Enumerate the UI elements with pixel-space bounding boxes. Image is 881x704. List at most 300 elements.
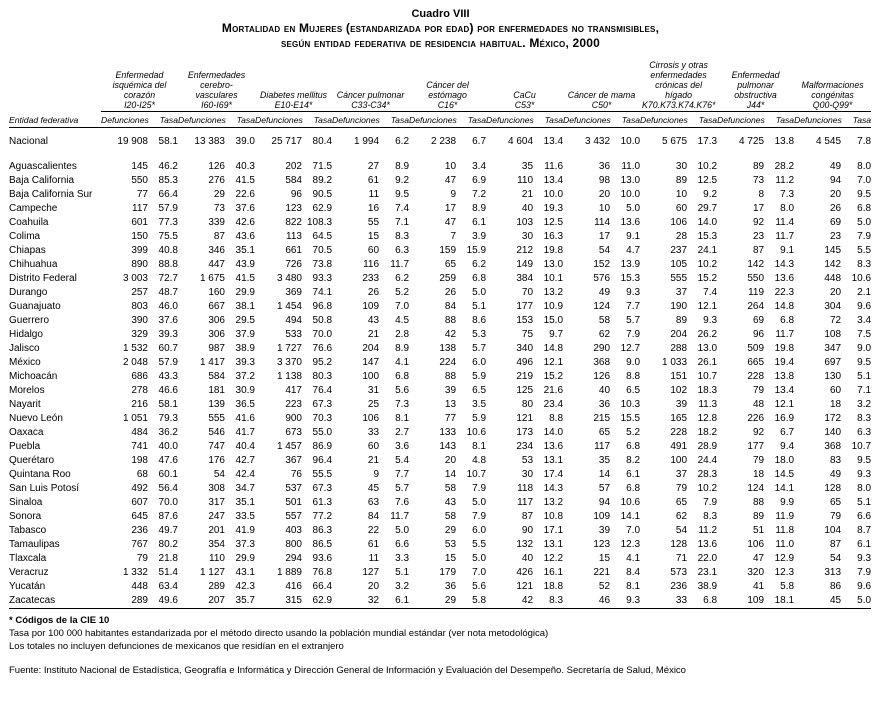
tasa-value: 11.6 [544, 161, 564, 172]
defunciones-value: 65 [598, 427, 611, 438]
defunciones-value: 17 [598, 231, 611, 242]
tasa-value: 41.5 [235, 175, 255, 186]
entity-name: Sonora [9, 511, 42, 522]
column-group-header [409, 60, 486, 112]
tasa-value: 6.8 [626, 441, 641, 452]
defunciones-value: 645 [131, 511, 148, 522]
table-row [9, 244, 871, 258]
tasa-value: 24.1 [697, 245, 718, 256]
tasa-value: 74.1 [312, 287, 333, 298]
tasa-value: 8.9 [395, 343, 410, 354]
defunciones-value: 747 [208, 441, 225, 452]
defunciones-value: 25 [367, 399, 380, 410]
tasa-value: 6.1 [472, 217, 487, 228]
defunciones-value: 77 [136, 189, 148, 200]
entity-name: Nacional [9, 136, 48, 147]
tasa-value: 26.2 [697, 329, 718, 340]
defunciones-value: 320 [747, 567, 765, 578]
tasa-value: 93.3 [312, 273, 333, 284]
column-group-icd-code: C33-C34* [351, 100, 390, 110]
column-group-icd-code: C16* [437, 100, 458, 110]
tasa-value: 12.3 [774, 567, 795, 578]
defunciones-header: Defunciones [794, 112, 841, 128]
defunciones-value: 13 383 [194, 136, 225, 147]
defunciones-value: 1 138 [276, 371, 302, 382]
defunciones-value: 390 [131, 315, 148, 326]
tasa-value: 10.0 [620, 189, 641, 200]
tasa-value: 67.3 [312, 483, 333, 494]
tasa-value: 18.0 [774, 455, 795, 466]
defunciones-value: 22 [367, 525, 380, 536]
tasa-value: 17.3 [697, 136, 718, 147]
tasa-value: 14.3 [774, 259, 795, 270]
tasa-value: 29.5 [235, 315, 255, 326]
entity-name: México [9, 357, 41, 368]
defunciones-value: 550 [131, 175, 148, 186]
tasa-value: 9.7 [549, 329, 564, 340]
defunciones-value: 216 [131, 399, 148, 410]
defunciones-value: 108 [824, 329, 842, 340]
tasa-value: 9.2 [395, 175, 410, 186]
tasa-value: 29.9 [235, 553, 255, 564]
defunciones-value: 36 [598, 161, 611, 172]
tasa-value: 5.0 [857, 217, 872, 228]
tasa-value: 30.9 [235, 385, 255, 396]
tasa-value: 11.0 [775, 539, 795, 550]
tasa-value: 37.6 [235, 203, 255, 214]
defunciones-value: 58 [444, 511, 457, 522]
tasa-value: 7.9 [703, 497, 718, 508]
tasa-value: 7.6 [395, 497, 410, 508]
tasa-header: Tasa [841, 112, 871, 128]
defunciones-value: 119 [748, 287, 765, 298]
tasa-header: Tasa [379, 112, 409, 128]
defunciones-header: Defunciones [178, 112, 225, 128]
tasa-value: 12.1 [697, 301, 718, 312]
tasa-value: 4.7 [626, 245, 641, 256]
tasa-value: 9.6 [857, 581, 872, 592]
defunciones-value: 607 [131, 497, 148, 508]
table-row [9, 412, 871, 426]
tasa-value: 39.3 [235, 357, 255, 368]
entity-name: Guanajuato [9, 301, 61, 312]
tasa-value: 7.4 [703, 287, 718, 298]
tasa-value: 11.0 [621, 161, 641, 172]
tasa-value: 80.3 [312, 371, 333, 382]
defunciones-value: 3 370 [276, 357, 302, 368]
defunciones-value: 106 [670, 217, 688, 228]
tasa-value: 21.6 [543, 385, 564, 396]
tasa-value: 6.5 [626, 385, 641, 396]
entity-name: Durango [9, 287, 48, 298]
defunciones-value: 212 [516, 245, 534, 256]
tasa-value: 9.1 [780, 245, 795, 256]
tasa-value: 7.8 [857, 136, 872, 147]
defunciones-value: 87 [521, 511, 534, 522]
tasa-value: 19.8 [774, 343, 795, 354]
tasa-value: 21.8 [158, 553, 178, 564]
defunciones-value: 900 [285, 413, 302, 424]
defunciones-value: 123 [593, 539, 611, 550]
defunciones-value: 35 [598, 455, 611, 466]
defunciones-value: 57 [598, 483, 611, 494]
defunciones-value: 140 [824, 427, 842, 438]
tasa-value: 14.1 [620, 511, 641, 522]
defunciones-value: 15 [367, 231, 380, 242]
defunciones-value: 667 [208, 301, 225, 312]
tasa-value: 15.2 [697, 273, 718, 284]
tasa-value: 8.1 [626, 581, 641, 592]
entity-name: Tabasco [9, 525, 47, 536]
defunciones-value: 25 717 [271, 136, 302, 147]
tasa-value: 12.8 [697, 413, 718, 424]
defunciones-value: 384 [516, 273, 534, 284]
tasa-value: 37.6 [158, 315, 178, 326]
tasa-value: 9.3 [857, 469, 872, 480]
entity-name: Querétaro [9, 455, 55, 466]
tasa-value: 6.2 [472, 259, 487, 270]
column-group-row [9, 60, 871, 112]
defunciones-value: 491 [670, 441, 688, 452]
defunciones-value: 288 [670, 343, 688, 354]
defunciones-value: 42 [444, 329, 457, 340]
table-row [9, 440, 871, 454]
tasa-value: 10.8 [543, 511, 564, 522]
defunciones-value: 92 [752, 217, 765, 228]
tasa-value: 42.6 [235, 217, 255, 228]
tasa-value: 3.4 [472, 161, 487, 172]
defunciones-value: 132 [516, 539, 534, 550]
defunciones-value: 83 [829, 455, 842, 466]
tasa-value: 3.4 [857, 315, 872, 326]
tasa-value: 4.5 [395, 315, 410, 326]
column-group-header [640, 60, 717, 112]
tasa-value: 12.3 [620, 539, 641, 550]
defunciones-value: 509 [747, 343, 765, 354]
tasa-value: 7.1 [395, 217, 410, 228]
mortality-table [9, 60, 871, 609]
tasa-value: 11.7 [775, 231, 795, 242]
defunciones-value: 30 [521, 231, 534, 242]
defunciones-value: 202 [285, 161, 302, 172]
tasa-value: 9.5 [857, 357, 872, 368]
tasa-value: 37.2 [235, 371, 255, 382]
defunciones-value: 20 [444, 455, 457, 466]
defunciones-value: 126 [593, 371, 611, 382]
defunciones-value: 150 [131, 231, 148, 242]
defunciones-value: 84 [444, 301, 457, 312]
tasa-header: Tasa [456, 112, 486, 128]
column-group-name: Cáncer pulmonar [336, 90, 405, 100]
tasa-value: 11.8 [775, 525, 795, 536]
defunciones-value: 204 [670, 329, 688, 340]
tasa-value: 6.2 [395, 136, 410, 147]
tasa-header: Tasa [225, 112, 255, 128]
column-group-name: Enfermedad pulmonar obstructiva [731, 70, 780, 100]
table-row [9, 328, 871, 342]
table-row [9, 580, 871, 594]
defunciones-header: Defunciones [255, 112, 302, 128]
defunciones-value: 4 604 [508, 136, 534, 147]
tasa-value: 11.7 [390, 511, 410, 522]
defunciones-value: 40 [521, 203, 534, 214]
defunciones-value: 557 [285, 511, 302, 522]
defunciones-value: 176 [208, 455, 225, 466]
tasa-value: 5.6 [395, 385, 410, 396]
defunciones-value: 143 [439, 441, 457, 452]
tasa-value: 5.1 [395, 567, 410, 578]
tasa-value: 7.4 [395, 203, 410, 214]
tasa-value: 62.9 [312, 203, 333, 214]
column-group-header [717, 60, 794, 112]
defunciones-value: 121 [516, 413, 534, 424]
tasa-value: 43.9 [235, 259, 255, 270]
column-group-icd-code: I60-I69* [201, 100, 232, 110]
defunciones-value: 484 [131, 427, 148, 438]
table-row [9, 272, 871, 286]
tasa-value: 15.5 [620, 413, 641, 424]
defunciones-value: 123 [285, 203, 302, 214]
tasa-value: 10.1 [543, 273, 564, 284]
defunciones-value: 128 [824, 483, 842, 494]
tasa-value: 8.8 [549, 413, 564, 424]
defunciones-value: 147 [362, 357, 380, 368]
table-row [9, 356, 871, 370]
tasa-value: 6.1 [379, 594, 409, 609]
tasa-value: 6.0 [472, 357, 487, 368]
defunciones-value: 533 [285, 329, 302, 340]
column-group-header [101, 60, 178, 112]
defunciones-value: 49 [829, 161, 842, 172]
tasa-value: 9.3 [626, 287, 641, 298]
tasa-value: 5.2 [395, 287, 410, 298]
tasa-value: 12.5 [697, 175, 718, 186]
defunciones-value: 368 [593, 357, 611, 368]
defunciones-value: 494 [285, 315, 302, 326]
tasa-value: 8.2 [626, 455, 641, 466]
table-row-nacional [9, 128, 871, 161]
entity-name: Coahuila [9, 217, 49, 228]
tasa-value: 62.9 [302, 594, 332, 609]
defunciones-value: 294 [285, 553, 302, 564]
defunciones-value: 117 [594, 441, 611, 452]
tasa-value: 71.5 [312, 161, 333, 172]
tasa-value: 16.9 [774, 413, 795, 424]
defunciones-value: 49 [829, 469, 842, 480]
column-group-icd-code: I20-I25* [124, 100, 155, 110]
defunciones-value: 573 [670, 567, 688, 578]
defunciones-value: 88 [444, 315, 457, 326]
defunciones-header: Defunciones [332, 112, 379, 128]
defunciones-value: 105 [670, 259, 688, 270]
defunciones-value: 31 [367, 385, 380, 396]
entity-name: Jalisco [9, 343, 40, 354]
entity-name: Sinaloa [9, 497, 43, 508]
defunciones-value: 5 675 [662, 136, 688, 147]
tasa-value: 66.4 [312, 581, 333, 592]
tasa-value: 7.9 [857, 567, 872, 578]
table-number: Cuadro VIII [411, 8, 470, 20]
defunciones-value: 63 [367, 497, 380, 508]
defunciones-value: 76 [290, 469, 302, 480]
tasa-value: 13.1 [543, 455, 564, 466]
table-row [9, 230, 871, 244]
tasa-value: 10.9 [543, 301, 564, 312]
defunciones-value: 317 [208, 497, 225, 508]
defunciones-value: 60 [367, 441, 380, 452]
tasa-value: 11.9 [775, 511, 795, 522]
defunciones-value: 106 [362, 413, 380, 424]
tasa-value: 3.6 [395, 441, 410, 452]
tasa-value: 10.0 [620, 136, 641, 147]
tasa-value: 10.6 [851, 273, 872, 284]
entity-name: Distrito Federal [9, 273, 77, 284]
entity-name: Zacatecas [9, 594, 101, 609]
tasa-value: 41.5 [235, 273, 255, 284]
entity-name: Chiapas [9, 245, 46, 256]
tasa-value: 9.3 [610, 594, 640, 609]
tasa-value: 7.3 [395, 399, 410, 410]
defunciones-value: 221 [593, 567, 611, 578]
column-group-name: Diabetes mellitus [260, 90, 327, 100]
defunciones-value: 80 [521, 399, 534, 410]
entity-name: Puebla [9, 441, 41, 452]
defunciones-value: 70 [521, 287, 534, 298]
tasa-value: 7.0 [395, 301, 410, 312]
defunciones-value: 665 [747, 357, 765, 368]
tasa-value: 15.2 [543, 371, 564, 382]
defunciones-value: 104 [824, 525, 842, 536]
tasa-value: 9.0 [626, 357, 641, 368]
tasa-value: 37.9 [235, 329, 255, 340]
defunciones-value: 128 [670, 539, 688, 550]
tasa-value: 77.2 [312, 511, 333, 522]
column-group-header [794, 60, 871, 112]
tasa-value: 6.2 [395, 273, 410, 284]
defunciones-value: 43 [444, 497, 457, 508]
tasa-value: 41.9 [235, 525, 255, 536]
defunciones-value: 2 238 [431, 136, 457, 147]
tasa-value: 9.3 [857, 553, 872, 564]
tasa-value: 76.4 [312, 385, 333, 396]
defunciones-header: Defunciones [717, 112, 764, 128]
defunciones-value: 68 [136, 469, 148, 480]
defunciones-value: 550 [747, 273, 765, 284]
column-group-icd-code: E10-E14* [274, 100, 313, 110]
entity-name: Baja California Sur [9, 189, 93, 200]
tasa-header: Tasa [302, 112, 332, 128]
defunciones-value: 1 332 [122, 567, 148, 578]
tasa-value: 73.8 [312, 259, 333, 270]
defunciones-value: 289 [208, 581, 225, 592]
defunciones-value: 53 [444, 539, 457, 550]
tasa-value: 7.2 [472, 189, 487, 200]
tasa-value: 5.0 [472, 553, 487, 564]
tasa-value: 57.9 [158, 203, 178, 214]
defunciones-value: 89 [752, 511, 765, 522]
defunciones-value: 26 [829, 203, 842, 214]
tasa-value: 56.4 [158, 483, 178, 494]
defunciones-value: 89 [752, 161, 765, 172]
defunciones-value: 117 [517, 497, 534, 508]
tasa-value: 11.2 [775, 175, 795, 186]
column-group-name: CaCu [513, 90, 536, 100]
tasa-value: 6.7 [780, 427, 795, 438]
tasa-value: 58.1 [158, 136, 178, 147]
tasa-value: 6.8 [395, 371, 410, 382]
tasa-value: 8.9 [395, 161, 410, 172]
tasa-value: 5.5 [472, 539, 487, 550]
tasa-value: 3.5 [472, 399, 487, 410]
tasa-value: 51.4 [158, 567, 178, 578]
tasa-value: 33.5 [235, 511, 255, 522]
column-group-name: Cáncer del estómago [426, 80, 469, 100]
defunciones-value: 62 [675, 511, 688, 522]
tasa-value: 40.3 [235, 161, 255, 172]
defunciones-header: Defunciones [563, 112, 610, 128]
defunciones-value: 15 [598, 553, 611, 564]
defunciones-value: 27 [367, 161, 380, 172]
tasa-value: 5.9 [472, 371, 487, 382]
defunciones-value: 84 [367, 511, 380, 522]
tasa-value: 2.1 [857, 287, 872, 298]
defunciones-value: 4 545 [816, 136, 842, 147]
tasa-value: 18.3 [697, 385, 718, 396]
table-row [9, 258, 871, 272]
defunciones-value: 289 [101, 594, 148, 609]
defunciones-value: 1 457 [276, 441, 302, 452]
defunciones-value: 890 [131, 259, 148, 270]
defunciones-value: 492 [131, 483, 148, 494]
tasa-value: 5.1 [472, 301, 487, 312]
defunciones-value: 257 [131, 287, 148, 298]
defunciones-value: 121 [516, 581, 534, 592]
table-body [9, 128, 871, 609]
tasa-value: 14.0 [697, 217, 718, 228]
defunciones-value: 61 [367, 175, 380, 186]
tasa-value: 8.8 [626, 371, 641, 382]
tasa-value: 5.8 [780, 581, 795, 592]
tasa-value: 8.3 [857, 259, 872, 270]
tasa-value: 34.7 [235, 483, 255, 494]
column-group-header [332, 60, 409, 112]
tasa-value: 8.3 [533, 594, 563, 609]
defunciones-value: 65 [444, 259, 457, 270]
column-group-icd-code: J44* [746, 100, 765, 110]
tasa-value: 28.2 [774, 161, 795, 172]
defunciones-value: 1 532 [122, 343, 148, 354]
defunciones-value: 42 [486, 594, 533, 609]
tasa-value: 16.1 [543, 567, 564, 578]
defunciones-value: 3 003 [122, 273, 148, 284]
tasa-value: 12.9 [774, 553, 795, 564]
defunciones-value: 315 [255, 594, 302, 609]
tasa-value: 35.7 [225, 594, 255, 609]
defunciones-value: 26 [367, 287, 380, 298]
tasa-value: 40.0 [158, 441, 178, 452]
defunciones-value: 29 [444, 525, 457, 536]
tasa-value: 6.0 [472, 525, 487, 536]
defunciones-value: 10 [598, 203, 611, 214]
defunciones-value: 58 [598, 315, 611, 326]
table-row [9, 314, 871, 328]
tasa-value: 47.6 [158, 455, 178, 466]
table-row [9, 398, 871, 412]
defunciones-value: 159 [439, 245, 457, 256]
tasa-value: 22.0 [697, 553, 718, 564]
defunciones-value: 686 [131, 371, 148, 382]
entity-name: Yucatán [9, 581, 46, 592]
